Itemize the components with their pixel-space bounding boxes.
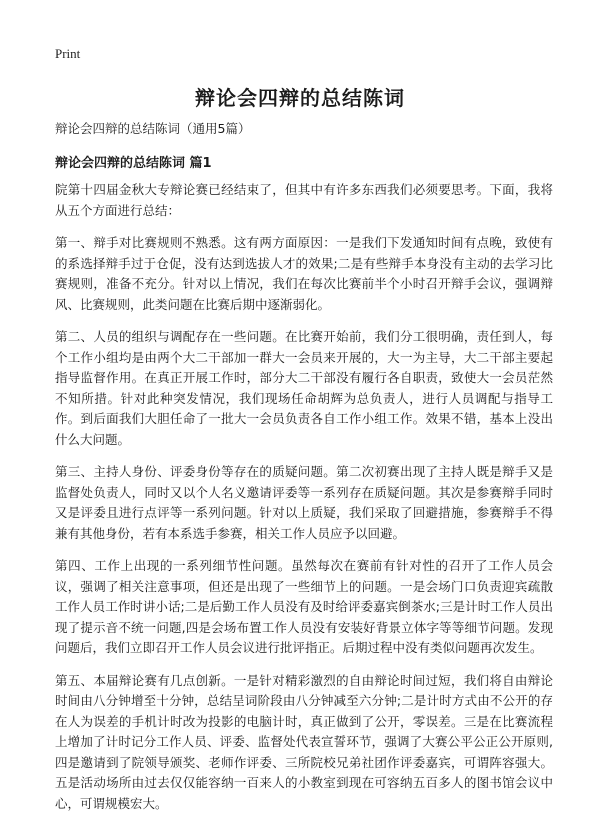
article-body — [55, 180, 553, 826]
document-subtitle: 辩论会四辩的总结陈词（通用5篇） — [55, 121, 251, 136]
print-link[interactable]: Print — [55, 46, 81, 61]
paragraph-point-1: 第一、辩手对比赛规则不熟悉。这有两方面原因：一是我们下发通知时间有点晚，致使有的系选择辩手过于仓促，没有达到选拔人才的效果;二是有些辩手本身没有主动的去学习比赛规则，准备不充分。针对以上情况，我们在每次比赛前半个小时召开辩手会议，强调辩风、比赛规则，此类问题在比赛后期中逐渐弱化。 — [55, 235, 553, 312]
paragraph-point-3: 第三、主持人身份、评委身份等存在的质疑问题。第二次初赛出现了主持人既是辩手又是监督处负责人，同时又以个人名义邀请评委等一系列存在质疑问题。其次是参赛辩手同时又是评委且进行点评等一系列问题。针对以上质疑，我们采取了回避措施，参赛辩手不得兼有其他身份，若有本系选手参赛，相关工作人员应予以回避。 — [55, 464, 553, 541]
paragraph-point-5: 第五、本届辩论赛有几点创新。一是针对精彩激烈的自由辩论时间过短，我们将自由辩论时间由八分钟增至十分钟，总结呈词阶段由八分钟减至六分钟;二是计时方式由不公开的存在人为误差的手机计时改为投影的电脑计时，真正做到了公开，零误差。三是在比赛流程上增加了计时记分工作人员、评委、监督处代表宣誓环节，强调了大赛公平公正公开原则,四是邀请到了院领导颁奖、老师作评委、三所院校兄弟社团作评委嘉宾，可谓阵容强大。五是活动场所由过去仅仅能容纳一百来人的小教室到现在可容纳五百多人的图书馆会议中心，可谓规模宏大。 — [55, 672, 553, 811]
paragraph-intro: 院第十四届金秋大专辩论赛已经结束了，但其中有许多东西我们必须要思考。下面，我将从五个方面进行总结： — [55, 182, 553, 218]
section-heading: 辩论会四辩的总结陈词 篇1 — [55, 156, 212, 171]
paragraph-point-4: 第四、工作上出现的一系列细节性问题。虽然每次在赛前有针对性的召开了工作人员会议，强调了相关注意事项，但还是出现了一些细节上的问题。一是会场门口负责迎宾疏散工作人员工作时讲小话;二是后勤工作人员没有及时给评委嘉宾倒茶水;三是计时工作人员出现了提示音不统一问题,四是会场布置工作人员没有安装好背景立体字等等细节问题。发现问题后，我们立即召开工作人员会议进行批评指正。后期过程中没有类似问题再次发生。 — [55, 558, 553, 655]
paragraph-point-2: 第二、人员的组织与调配存在一些问题。在比赛开始前，我们分工很明确，责任到人，每个工作小组均是由两个大二干部加一群大一会员来开展的，大一为主导，大二干部主要起指导监督作用。在真正开展工作时，部分大二干部没有履行各自职责，致使大一会员茫然不知所措。针对此种突发情况，我们现场任命胡辉为总负责人，进行人员调配与指导工作。到后面我们大胆任命了一批大一会员负责各自工作小组工作。效果不错，基本上没出什么大问题。 — [55, 329, 553, 447]
page-title: 辩论会四辩的总结陈词 — [195, 86, 405, 110]
